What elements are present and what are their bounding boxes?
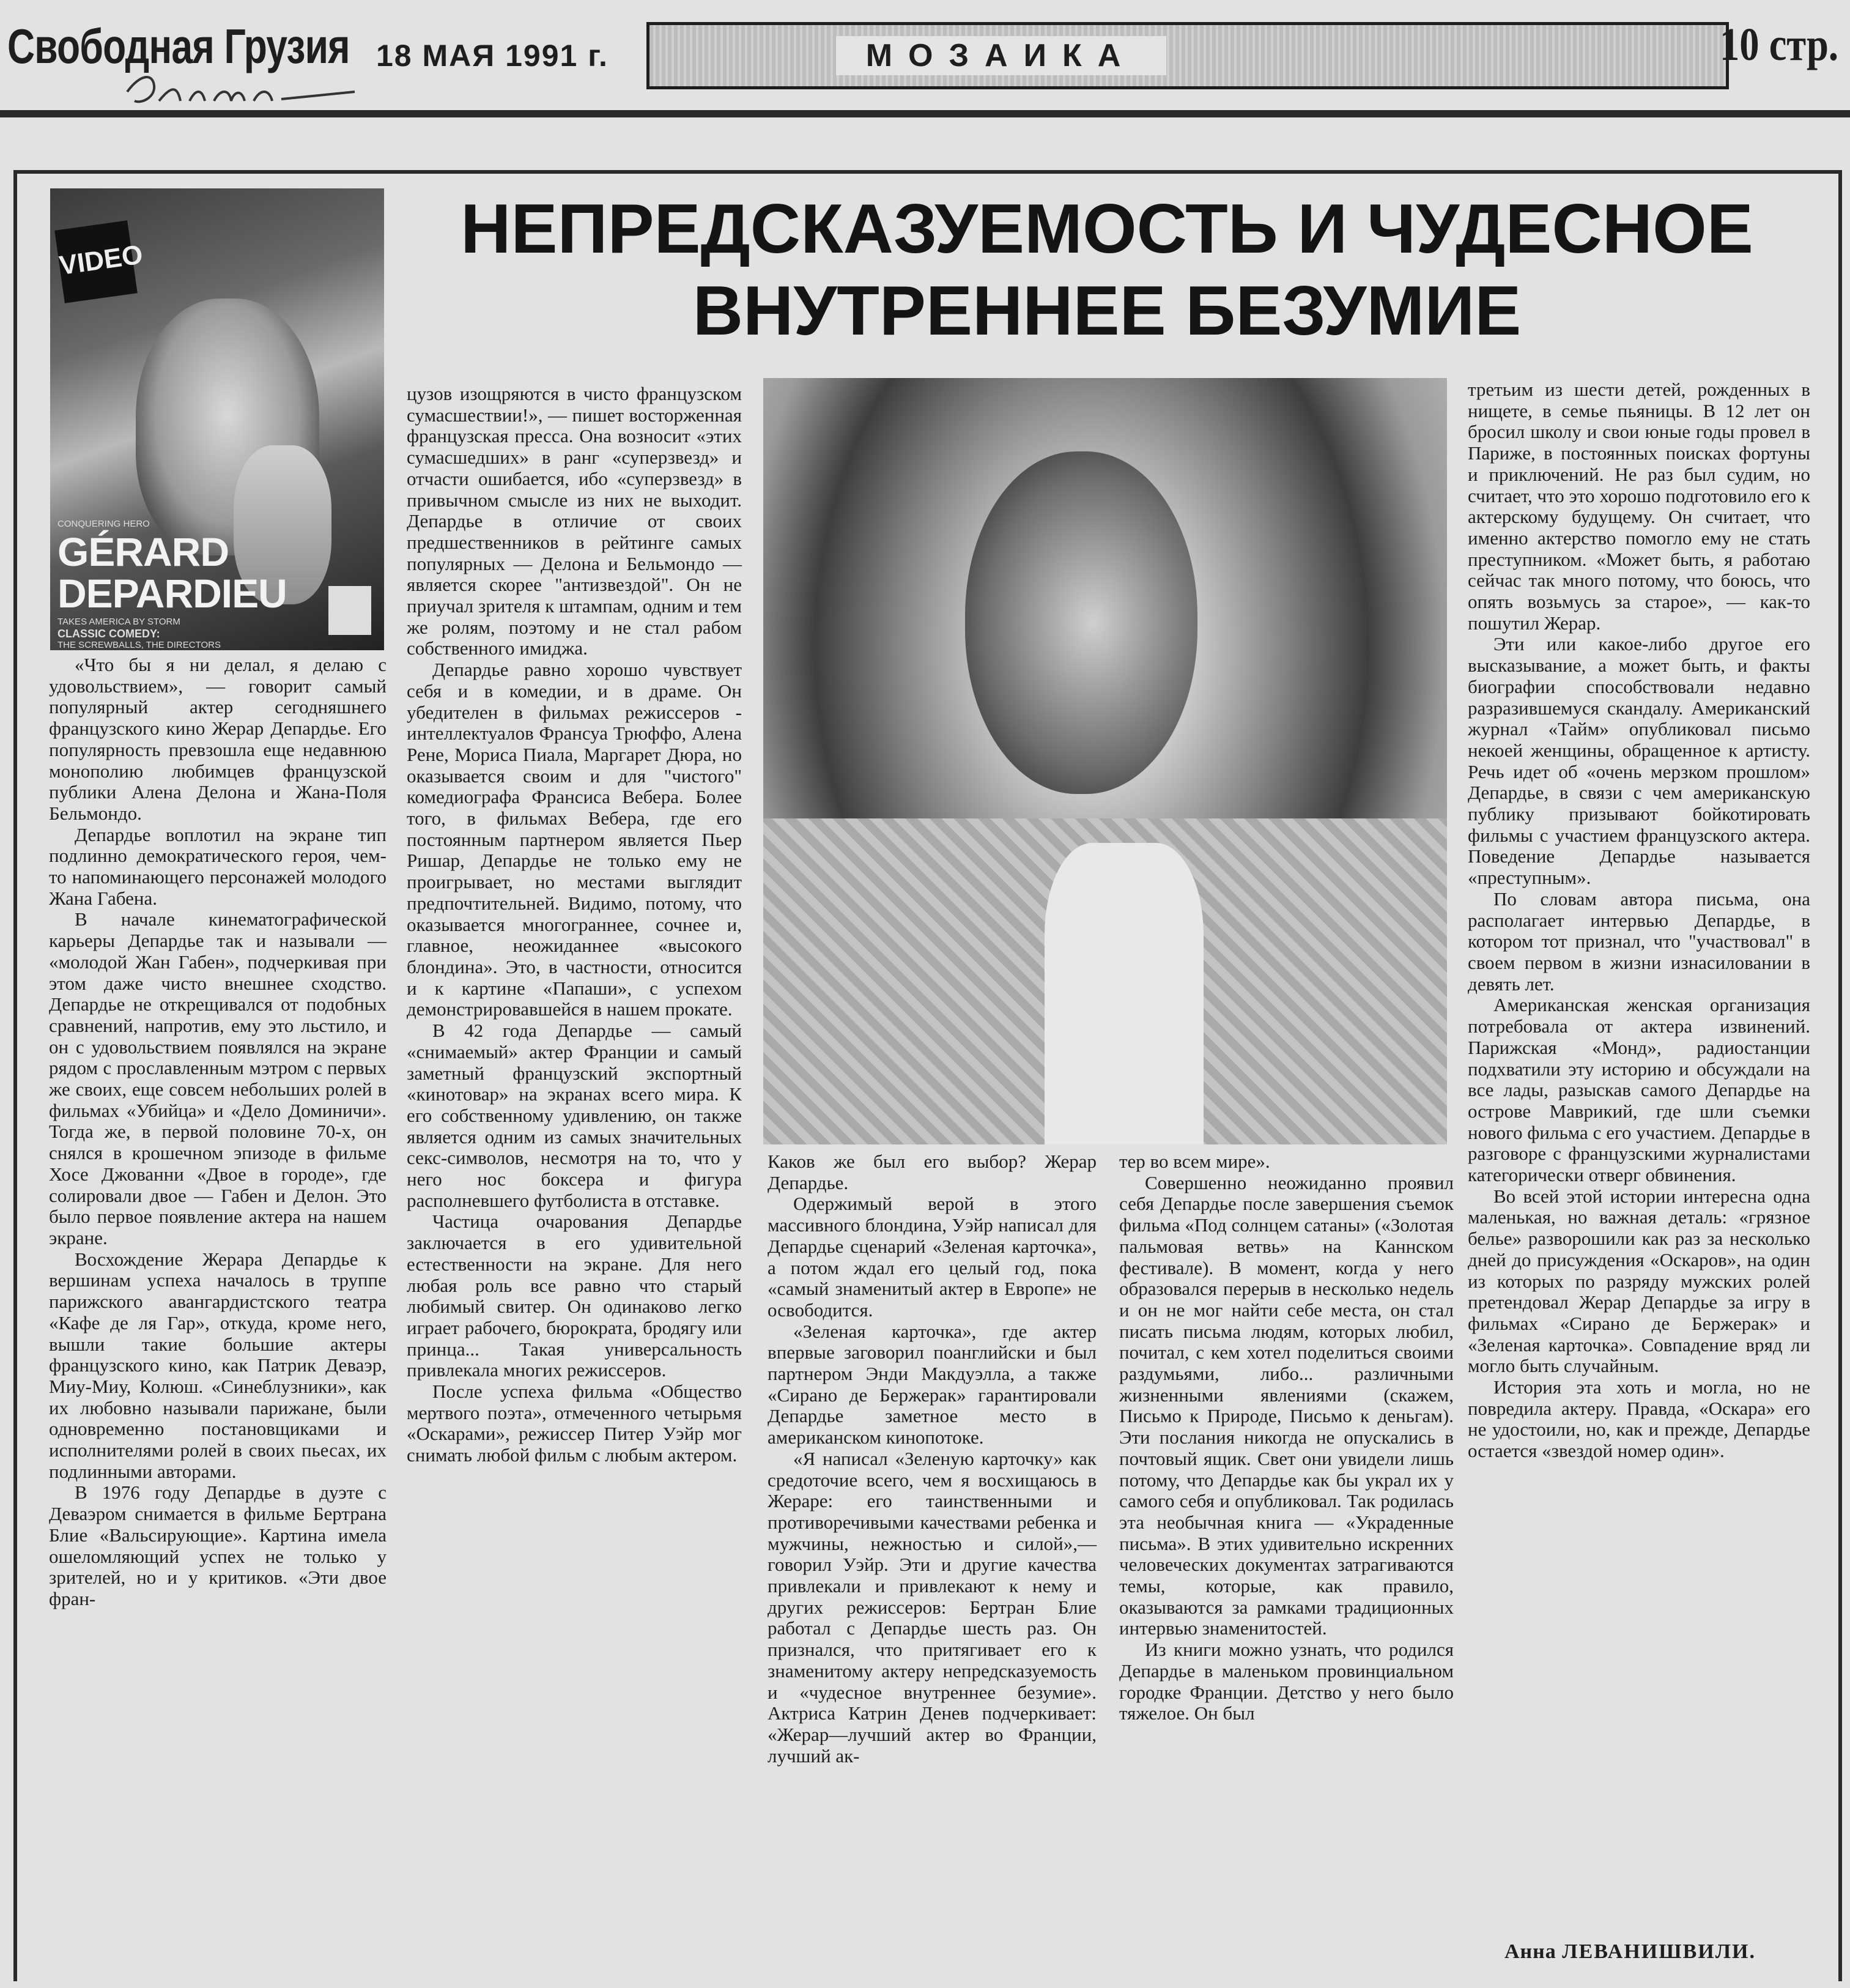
paragraph: Одержимый верой в этого массивного блондина, Уэйр написал для Депардье сценарий «Зеленая карточка», а потом ждал его целый год, пока «самый знаменитый актер в Европе» не освободится. <box>768 1193 1097 1321</box>
paragraph: цузов изощряются в чисто французском сумасшествии!», — пишет восторженная французская пресса. Она возносит «этих сумасшедших» в ранг «суперзвезд» и отчасти ошибается, ибо «суперзвезд» в привычном смысле из них не выходит. Депардье в отличие от своих предшественников в рейтинге самых популярных — Делона и Бельмондо — является скорее "антизвездой". Он не приучал зрителя к штампам, одним и тем же ролям, поэтому и не стал рабом собственного имиджа. <box>407 383 742 659</box>
paragraph: После успеха фильма «Общество мертвого поэта», отмеченного четырьмя «Оскарами», режиссер Питер Уэйр мог снимать любой фильм с любым актером. <box>407 1381 742 1466</box>
paragraph: «Я написал «Зеленую карточку» как средоточие всего, чем я восхищаюсь в Жераре: его таинственными и противоречивыми качествами ребенка и мужчины, нежностью и силой»,—говорил Уэйр. Эти и другие качества привлекали и привлекают к нему и других режиссеров: Бертран Блие работал с Депардье шесть раз. Он признался, что притягивает его к знаменитому актеру непредсказуемость и «чудесное внутреннее безумие». Актриса Катрин Денев подчеркивает: «Жерар—лучший актер во Франции, лучший ак- <box>768 1447 1097 1767</box>
video-cover-photo <box>50 188 384 650</box>
paragraph: Каков же был его выбор? Жерар Депардье. <box>768 1151 1097 1193</box>
cover-footer-1: CLASSIC COMEDY: <box>57 628 160 640</box>
article-column-4 <box>1119 1151 1454 1724</box>
video-badge: VIDEO <box>54 220 138 303</box>
photo-head <box>965 451 1197 794</box>
paragraph: В 1976 году Депардье в дуэте с Деваэром снимается в фильме Бертрана Блие «Вальсирующие». Картина имела ошеломляющий успех не только у зрителей, но и у критиков. «Эти двое фран- <box>49 1482 387 1609</box>
paragraph: По словам автора письма, она располагает интервью Депардье, в котором тот признал, что "участвовал" в своем первом в жизни изнасиловании в девять лет. <box>1468 888 1810 995</box>
paragraph: Восхождение Жерара Депардье к вершинам успеха началось в труппе парижского авангардистского театра «Кафе де ля Гар», откуда, кроме него, вышли такие большие актеры французского кино, как Патрик Деваэр, Миу-Миу, Колюш. «Синеблузники», как их любовно называли парижане, были одновременно постановщиками и исполнителями ролей в своих пьесах, их подлинными авторами. <box>49 1248 387 1482</box>
author-byline <box>1504 1940 1756 1964</box>
issue-date: 18 МАЯ 1991 г. <box>376 39 609 73</box>
rubric-label: МОЗАИКА <box>836 36 1166 75</box>
author-first-name: Анна <box>1504 1940 1556 1963</box>
article-column-1 <box>49 655 387 1610</box>
paragraph: Депардье равно хорошо чувствует себя и в комедии, и в драме. Он убедителен в фильмах режиссеров - интеллектуалов Франсуа Трюффо, Алена Рене, Мориса Пиала, Маргарет Дюра, но оказывается своим и для "чистого" комедиографа Франсиса Вебера. Более того, в фильмах Вебера, где его постоянным партнером является Пьер Ришар, Депардье не только ему не проигрывает, но местами выглядит предпочтительней. Видимо, потому, что оказывается многограннее, сочнее и, главное, неожиданнее «высокого блондина». Это, в частности, относится и к картине «Папаши», с успехом демонстрировавшейся в нашем прокате. <box>407 659 742 1020</box>
paragraph: В 42 года Депардье — самый «снимаемый» актер Франции и самый заметный французский экспортный «кинотовар» на экранах всего мира. К его собственному удивлению, он также является одним из самых значительных секс-символов, несмотря на то, что у него нос боксера и фигура располневшего футболиста в отставке. <box>407 1020 742 1211</box>
article-column-3 <box>768 1151 1097 1767</box>
article-column-2 <box>407 384 742 1466</box>
masthead-rule <box>0 110 1850 117</box>
article-headline <box>404 188 1810 352</box>
paragraph: Депардье воплотил на экране тип подлинно демократического героя, чем-то напоминающего персонажей молодого Жана Габена. <box>49 823 387 909</box>
paragraph: Частица очарования Депардье заключается в его удивительной естественности на экране. Для него любая роль все равно что старый любимый свитер. Он одинаково легко играет рабочего, бюрократа, бродягу или принца... Такая универсальность привлекала многих режиссеров. <box>407 1211 742 1381</box>
paragraph: Во всей этой истории интересна одна маленькая, но важная деталь: «грязное белье» разворошили как раз за несколько дней до присуждения «Оскаров», на один из которых по разряду мужских ролей претендовал Жерар Депардье за игру в фильмах «Сирано де Бержерак» и «Зеленая карточка». Совпадение вряд ли могло быть случайным. <box>1468 1185 1810 1377</box>
paragraph: В начале кинематографической карьеры Депардье так и называли — «молодой Жан Габен», подчеркивая при этом даже чисто внешнее сходство. Депардье не открещивался от подобных сравнений, напротив, ему это льстило, и он с удовольствием появлялся на экране рядом с прославленным мэтром с первых же своих, еще совсем небольших ролей в фильмах «Убийца» и «Дело Доминичи». Тогда же, в первой половине 70-х, он снялся в крошечном эпизоде в фильме Хосе Джованни «Двое в городе», где солировали двое — Габен и Делон. Это было первое появление актера на нашем экране. <box>49 908 387 1248</box>
author-last-name: ЛЕВАНИШВИЛИ. <box>1562 1940 1756 1963</box>
cover-label <box>328 586 371 635</box>
headline-line-2: ВНУТРЕННЕЕ БЕЗУМИЕ <box>692 272 1522 350</box>
newspaper-name: Свободная Грузия <box>7 19 350 73</box>
cover-tag: CONQUERING HERO <box>57 519 150 529</box>
paragraph: Совершенно неожиданно проявил себя Депардье после завершения съемок фильма «Под солнцем сатаны» («Золотая пальмовая ветвь» на Каннском фестивале). В момент, когда у него образовался перерыв в несколько недель и он не мог найти себе места, он стал писать письма людям, которых любил, почитал, с кем хотел поделиться своими раздумьями, либо... различными жизненными явлениями (скажем, Письмо к Природе, Письмо к деньгам). Эти послания никогда не опускались в почтовый ящик. Свет они увидели лишь потому, что Депардье как бы украл их у самого себя и опубликовал. Так родилась эта необычная книга — «Украденные письма». В этих удивительно искренних человеческих документах затрагиваются темы, которые, как правило, оказываются за рамками традиционных интервью знаменитостей. <box>1119 1171 1454 1639</box>
paragraph: «Что бы я ни делал, я делаю с удовольствием», — говорит самый популярный актер сегодняшнего французского кино Жерар Депардье. Его популярность превзошла еще недавнюю монополию любимцев французской публики Алена Делона и Жана-Поля Бельмондо. <box>49 654 387 824</box>
article-column-5 <box>1468 379 1810 1462</box>
paragraph: «Зеленая карточка», где актер впервые заговорил поанглийски и был партнером Энди Макдуэлла, а также «Сирано де Бержерак» гарантировали Депардье заметное место в американском кинопотоке. <box>768 1320 1097 1448</box>
paragraph: Американская женская организация потребовала от актера извинений. Парижская «Монд», радиостанции подхватили эту историю и обсуждали на все лады, разыскав самого Депардье на острове Маврикий, где шли съемки нового фильма с его участием. Депардье в разговоре с французскими журналистами категорически отверг обвинения. <box>1468 994 1810 1186</box>
cover-name: GÉRARD DEPARDIEU <box>57 529 287 616</box>
depardieu-photo <box>763 378 1447 1144</box>
rubric-banner <box>646 22 1729 89</box>
paragraph: тер во всем мире». <box>1119 1151 1270 1172</box>
cover-subtitle: TAKES AMERICA BY STORM <box>57 617 180 627</box>
paragraph: История эта хоть и могла, но не повредила актеру. Правда, «Оскара» его не удостоили, но, как и прежде, Депардье остается «звездой номер один». <box>1468 1376 1810 1462</box>
paragraph: Эти или какое-либо другое его высказывание, а может быть, и факты биографии способствовали недавно разразившемуся скандалу. Американский журнал «Тайм» опубликовал письмо некоей женщины, обращенное к артисту. Речь идет об «очень мерзком прошлом» Депардье, в связи с чем американскую публику призывают бойкотировать фильмы с участием французского актера. Поведение Депардье называется «преступным». <box>1468 633 1810 889</box>
photo-tshirt <box>1045 843 1204 1144</box>
paragraph: Из книги можно узнать, что родился Депардье в маленьком провинциальном городке Франции. Детство у него было тяжелое. Он был <box>1119 1639 1454 1724</box>
headline-line-1: НЕПРЕДСКАЗУЕМОСТЬ И ЧУДЕСНОЕ <box>461 190 1753 268</box>
cover-footer-2: THE SCREWBALLS, THE DIRECTORS <box>57 640 221 650</box>
page-number: 10 стр. <box>1720 19 1839 70</box>
paragraph: третьим из шести детей, рожденных в нищете, в семье пьяницы. В 12 лет он бросил школу и свои юные годы провел в Париже, в постоянных поисках фортуны и приключений. Не раз был судим, но считает, что это хорошо подготовило его к актерскому будущему. Он считает, что именно актерство помогло ему не стать преступником. «Может быть, я работаю сейчас так много потому, что боюсь, что опять возьмусь за старое», — как-то пошутил Жерар. <box>1468 379 1810 634</box>
